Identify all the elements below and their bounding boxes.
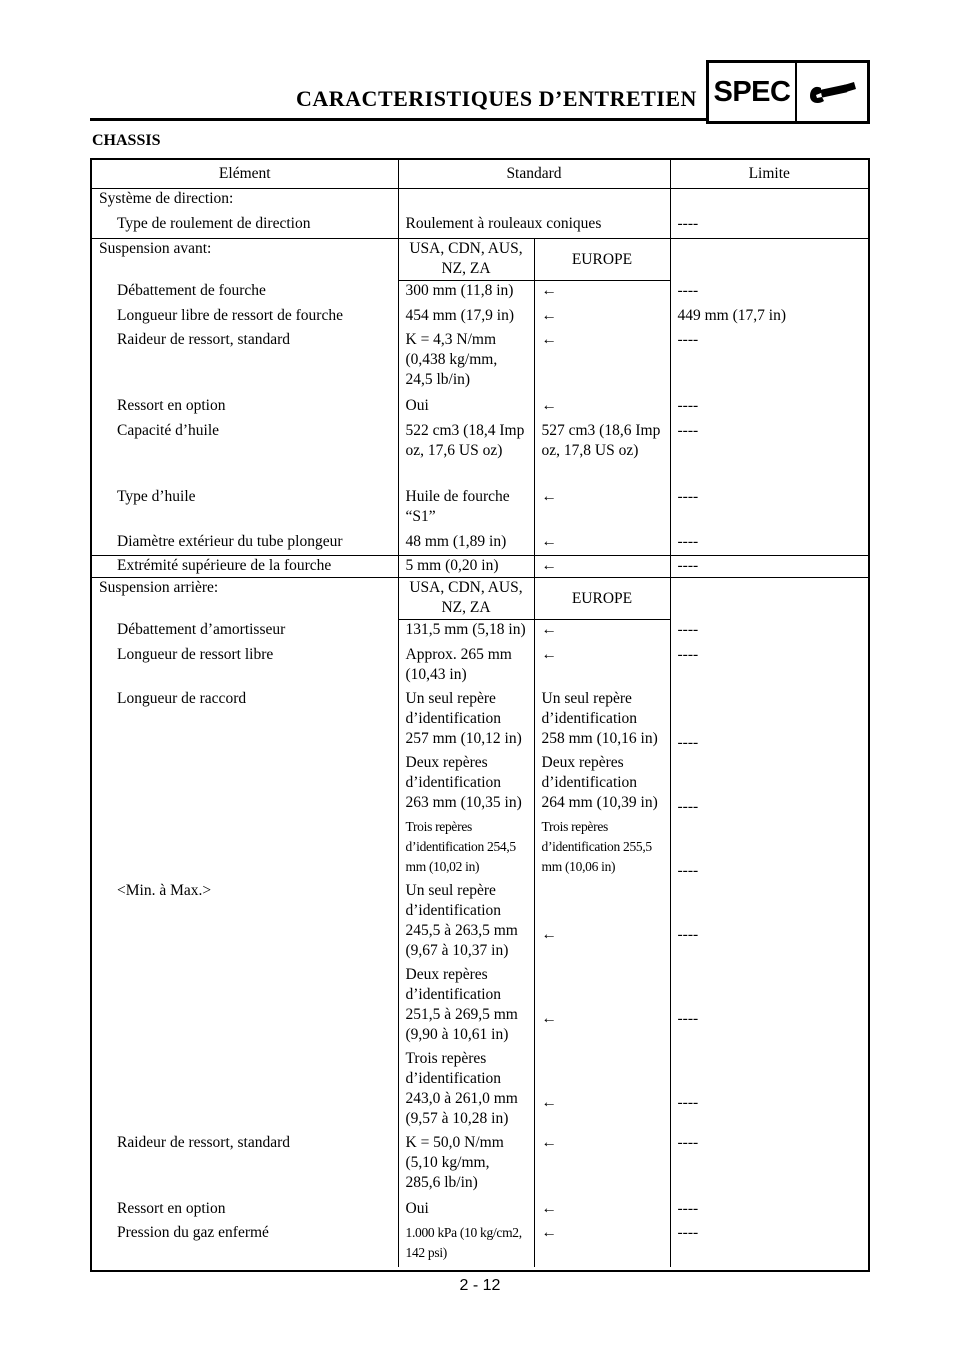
row-label: Ressort en option xyxy=(117,1199,226,1217)
row-europe: ← xyxy=(534,1199,670,1223)
row-europe: ← xyxy=(534,556,670,578)
row-label: Extrémité supérieure de la fourche xyxy=(92,556,398,578)
table-row xyxy=(92,753,868,817)
row-limit: ---- xyxy=(670,1199,868,1223)
row-europe: ← xyxy=(534,487,670,532)
table-row xyxy=(92,645,868,689)
row-limit: ---- xyxy=(670,281,868,306)
row-label: Pression du gaz enfermé xyxy=(117,1223,269,1241)
table-row xyxy=(92,881,868,965)
row-label: Raideur de ressort, standard xyxy=(117,330,291,348)
table-row xyxy=(92,1133,868,1199)
table-row xyxy=(92,689,868,753)
row-limit: ---- xyxy=(670,1223,868,1267)
row-label: Longueur libre de ressort de fourche xyxy=(117,306,343,324)
row-limit: ---- xyxy=(670,421,868,487)
row-label xyxy=(92,753,398,817)
section-title: CHASSIS xyxy=(92,132,161,149)
table-row xyxy=(92,306,868,330)
row-standard: Trois repères d’identification 243,0 à 261,0 mm (9,57 à 10,28 in) xyxy=(398,1049,534,1133)
row-label: Longueur de raccord xyxy=(117,689,247,707)
page-number: 2 - 12 xyxy=(459,1277,501,1294)
row-europe: ← xyxy=(534,645,670,689)
row-label: Type d’huile xyxy=(117,487,196,505)
table-row xyxy=(92,1049,868,1133)
row-standard: Deux repères d’identification 263 mm (10,35 in) xyxy=(398,753,534,817)
row-limit: ---- xyxy=(670,487,868,532)
row-limit: ---- xyxy=(670,689,868,753)
row-standard: Huile de fourche “S1” xyxy=(398,487,534,532)
table-row xyxy=(92,396,868,421)
row-europe: ← xyxy=(534,396,670,421)
row-europe: ← xyxy=(534,1049,670,1133)
row-standard: 522 cm3 (18,4 Imp oz, 17,6 US oz) xyxy=(398,421,534,487)
row-limit: ---- xyxy=(670,330,868,396)
row-standard: 5 mm (0,20 in) xyxy=(398,556,534,578)
row-standard: 131,5 mm (5,18 in) xyxy=(398,620,534,645)
row-label: Raideur de ressort, standard xyxy=(117,1133,291,1151)
row-europe: ← xyxy=(534,306,670,330)
row-europe: Deux repères d’identification 264 mm (10,39 in) xyxy=(534,753,670,817)
row-label xyxy=(92,817,398,881)
row-europe: ← xyxy=(534,881,670,965)
table-row xyxy=(92,239,868,281)
row-standard: Oui xyxy=(398,396,534,421)
table-row xyxy=(92,556,868,578)
table-row xyxy=(92,1199,868,1223)
spec-badge-label: SPEC xyxy=(709,63,797,121)
row-label: Longueur de ressort libre xyxy=(117,645,274,663)
table-row xyxy=(92,620,868,645)
table-row xyxy=(92,578,868,620)
spec-table xyxy=(90,158,870,1272)
row-limit: ---- xyxy=(670,817,868,881)
row-standard: K = 4,3 N/mm (0,438 kg/mm, 24,5 lb/in) xyxy=(398,330,534,396)
front-heading: Suspension avant: xyxy=(92,239,398,281)
table-row xyxy=(92,421,868,487)
table-header-row xyxy=(92,160,868,189)
row-standard: 300 mm (11,8 in) xyxy=(398,281,534,306)
page-header-title: CARACTERISTIQUES D’ENTRETIEN xyxy=(296,86,697,111)
row-standard: Un seul repère d’identification 245,5 à 263,5 mm (9,67 à 10,37 in) xyxy=(398,881,534,965)
wrench-icon xyxy=(797,63,867,121)
steering-bearing-label: Type de roulement de direction xyxy=(117,214,311,232)
row-europe: ← xyxy=(534,1223,670,1267)
row-standard: K = 50,0 N/mm (5,10 kg/mm, 285,6 lb/in) xyxy=(398,1133,534,1199)
row-limit: ---- xyxy=(670,532,868,556)
row-limit: ---- xyxy=(670,396,868,421)
rear-market-usa: USA, CDN, AUS, NZ, ZA xyxy=(398,578,534,620)
row-label: Diamètre extérieur du tube plongeur xyxy=(117,532,343,550)
row-europe: ← xyxy=(534,1133,670,1199)
row-limit: ---- xyxy=(670,556,868,578)
row-europe: Un seul repère d’identification 258 mm (10,16 in) xyxy=(534,689,670,753)
row-label: Ressort en option xyxy=(117,396,226,414)
table-row xyxy=(92,281,868,306)
row-standard: 1.000 kPa (10 kg/cm2, 142 psi) xyxy=(398,1223,534,1267)
row-limit: ---- xyxy=(670,1049,868,1133)
steering-bearing-limit: ---- xyxy=(670,214,868,239)
table-row xyxy=(92,487,868,532)
row-label: Capacité d’huile xyxy=(117,421,219,439)
row-europe: ← xyxy=(534,281,670,306)
row-label: Débattement d’amortisseur xyxy=(117,620,286,638)
row-label: Débattement de fourche xyxy=(117,281,266,299)
row-standard: Approx. 265 mm (10,43 in) xyxy=(398,645,534,689)
table-row xyxy=(92,817,868,881)
row-standard: 454 mm (17,9 in) xyxy=(398,306,534,330)
rear-heading: Suspension arrière: xyxy=(92,578,398,620)
row-europe: ← xyxy=(534,965,670,1049)
table-row xyxy=(92,214,868,239)
front-market-usa: USA, CDN, AUS, NZ, ZA xyxy=(398,239,534,281)
row-limit: ---- xyxy=(670,1133,868,1199)
row-label: <Min. à Max.> xyxy=(117,881,212,899)
row-standard: Trois repères d’identification 254,5 mm (10,02 in) xyxy=(398,817,534,881)
row-label xyxy=(92,1049,398,1133)
row-standard: Deux repères d’identification 251,5 à 269,5 mm (9,90 à 10,61 in) xyxy=(398,965,534,1049)
spec-badge xyxy=(706,60,870,124)
col-standard-header: Standard xyxy=(398,160,670,189)
row-europe: ← xyxy=(534,620,670,645)
row-label xyxy=(92,965,398,1049)
front-market-europe: EUROPE xyxy=(534,239,670,281)
row-limit: ---- xyxy=(670,620,868,645)
row-limit: ---- xyxy=(670,645,868,689)
col-limit-header: Limite xyxy=(670,160,868,189)
row-limit: ---- xyxy=(670,881,868,965)
row-europe: ← xyxy=(534,330,670,396)
row-standard: Oui xyxy=(398,1199,534,1223)
col-element-header: Elément xyxy=(92,160,398,189)
table-row xyxy=(92,965,868,1049)
row-standard: Un seul repère d’identification 257 mm (10,12 in) xyxy=(398,689,534,753)
table-row xyxy=(92,189,868,214)
table-row xyxy=(92,1223,868,1267)
table-row xyxy=(92,330,868,396)
table-row xyxy=(92,532,868,556)
row-europe: 527 cm3 (18,6 Imp oz, 17,8 US oz) xyxy=(534,421,670,487)
row-europe: ← xyxy=(534,532,670,556)
steering-heading: Système de direction: xyxy=(99,190,234,207)
row-limit: 449 mm (17,7 in) xyxy=(670,306,868,330)
row-limit: ---- xyxy=(670,965,868,1049)
row-limit: ---- xyxy=(670,753,868,817)
header-rule xyxy=(90,118,706,121)
rear-market-europe: EUROPE xyxy=(534,578,670,620)
row-standard: 48 mm (1,89 in) xyxy=(398,532,534,556)
steering-bearing-value: Roulement à rouleaux coniques xyxy=(398,214,670,239)
row-europe: Trois repères d’identification 255,5 mm (10,06 in) xyxy=(534,817,670,881)
